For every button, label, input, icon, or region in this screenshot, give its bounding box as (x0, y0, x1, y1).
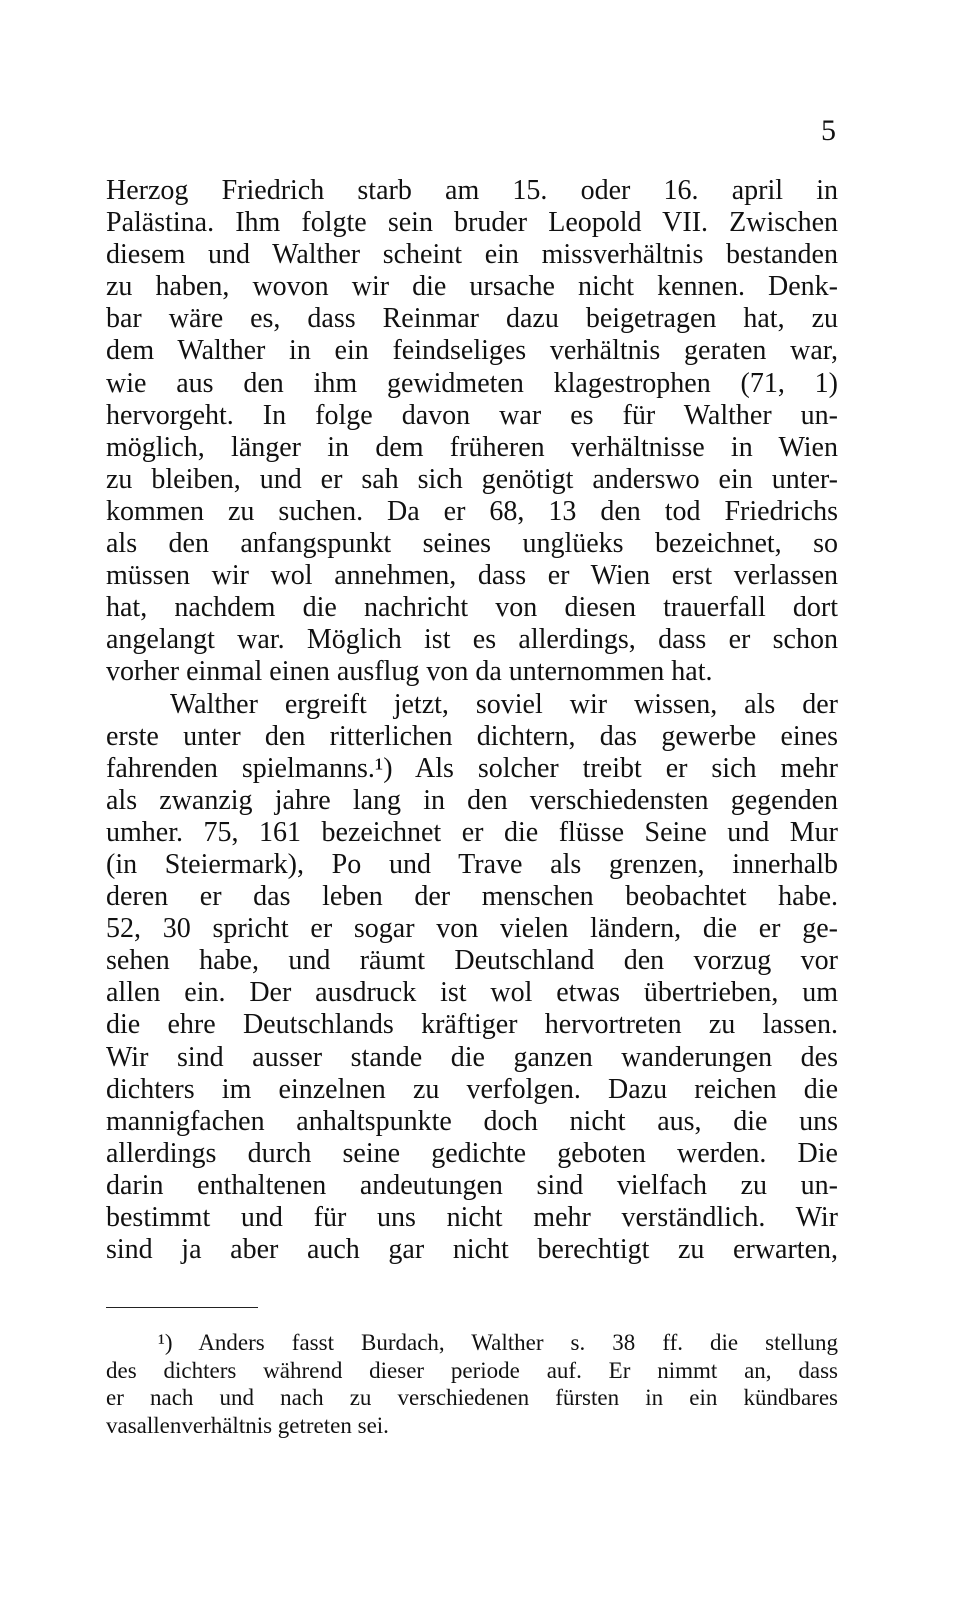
text-line: darin enthaltenen andeutungen sind vielfach zu un- (106, 1169, 838, 1201)
text-line: erste unter den ritterlichen dichtern, das gewerbe eines (106, 720, 838, 752)
text-line: (in Steiermark), Po und Trave als grenzen, innerhalb (106, 848, 838, 880)
text-line: Walther ergreift jetzt, soviel wir wissen, als der (170, 688, 838, 720)
text-line: als den anfangspunkt seines unglüeks bezeichnet, so (106, 528, 838, 560)
footnote-line: ¹) Anders fasst Burdach, Walther s. 38 ff. die stellung (158, 1330, 838, 1355)
page-number: 5 (821, 114, 836, 147)
text-line: die ehre Deutschlands kräftiger hervortreten zu lassen. (106, 1009, 838, 1041)
text-line: bar wäre es, dass Reinmar dazu beigetragen hat, zu (106, 303, 838, 335)
text-line: Palästina. Ihm folgte sein bruder Leopold VII. Zwischen (106, 207, 838, 239)
text-line: hervorgeht. In folge davon war es für Walther un- (106, 399, 838, 431)
text-line: dem Walther in ein feindseliges verhältnis geraten war, (106, 335, 838, 367)
text-line: umher. 75, 161 bezeichnet er die flüsse Seine und Mur (106, 816, 838, 848)
text-line: hat, nachdem die nachricht von diesen trauerfall dort (106, 592, 838, 624)
footnote-divider (106, 1307, 258, 1308)
text-line: wie aus den ihm gewidmeten klagestrophen (71, 1) (106, 367, 838, 399)
text-line: Wir sind ausser stande die ganzen wanderungen des (106, 1041, 838, 1073)
footnote-line: des dichters während dieser periode auf. Er nimmt an, dass (106, 1357, 838, 1383)
footnote-line: er nach und nach zu verschiedenen fürsten in ein kündbares (106, 1385, 838, 1411)
text-line: müssen wir wol annehmen, dass er Wien erst verlassen (106, 560, 838, 592)
text-line: sind ja aber auch gar nicht berechtigt zu erwarten, (106, 1234, 838, 1266)
text-line: deren er das leben der menschen beobachtet habe. (106, 881, 838, 913)
text-line: zu bleiben, und er sah sich genötigt anderswo ein unter- (106, 463, 838, 495)
text-line: möglich, länger in dem früheren verhältnisse in Wien (106, 431, 838, 463)
text-line: dichters im einzelnen zu verfolgen. Dazu reichen die (106, 1073, 838, 1105)
text-line: sehen habe, und räumt Deutschland den vorzug vor (106, 945, 838, 977)
text-line: angelangt war. Möglich ist es allerdings, dass er schon (106, 624, 838, 656)
footnote (106, 1329, 838, 1440)
text-line: fahrenden spielmanns.¹) Als solcher treibt er sich mehr (106, 752, 838, 784)
text-line: kommen zu suchen. Da er 68, 13 den tod Friedrichs (106, 495, 838, 527)
text-line: Herzog Friedrich starb am 15. oder 16. april in (106, 175, 838, 206)
text-line: diesem und Walther scheint ein missverhältnis bestanden (106, 239, 838, 271)
text-line: zu haben, wovon wir die ursache nicht kennen. Denk- (106, 271, 838, 303)
text-line: als zwanzig jahre lang in den verschiedensten gegenden (106, 784, 838, 816)
text-line: mannigfachen anhaltspunkte doch nicht aus, die uns (106, 1105, 838, 1137)
text-line: vorher einmal einen ausflug von da unternommen hat. (106, 656, 713, 688)
text-line: bestimmt und für uns nicht mehr verständlich. Wir (106, 1202, 838, 1233)
main-text (106, 175, 838, 1266)
footnote-line: vasallenverhältnis getreten sei. (106, 1413, 389, 1439)
text-line: allerdings durch seine gedichte geboten werden. Die (106, 1137, 838, 1169)
text-line: 52, 30 spricht er sogar von vielen ländern, die er ge- (106, 913, 838, 945)
text-line: allen ein. Der ausdruck ist wol etwas übertrieben, um (106, 977, 838, 1009)
